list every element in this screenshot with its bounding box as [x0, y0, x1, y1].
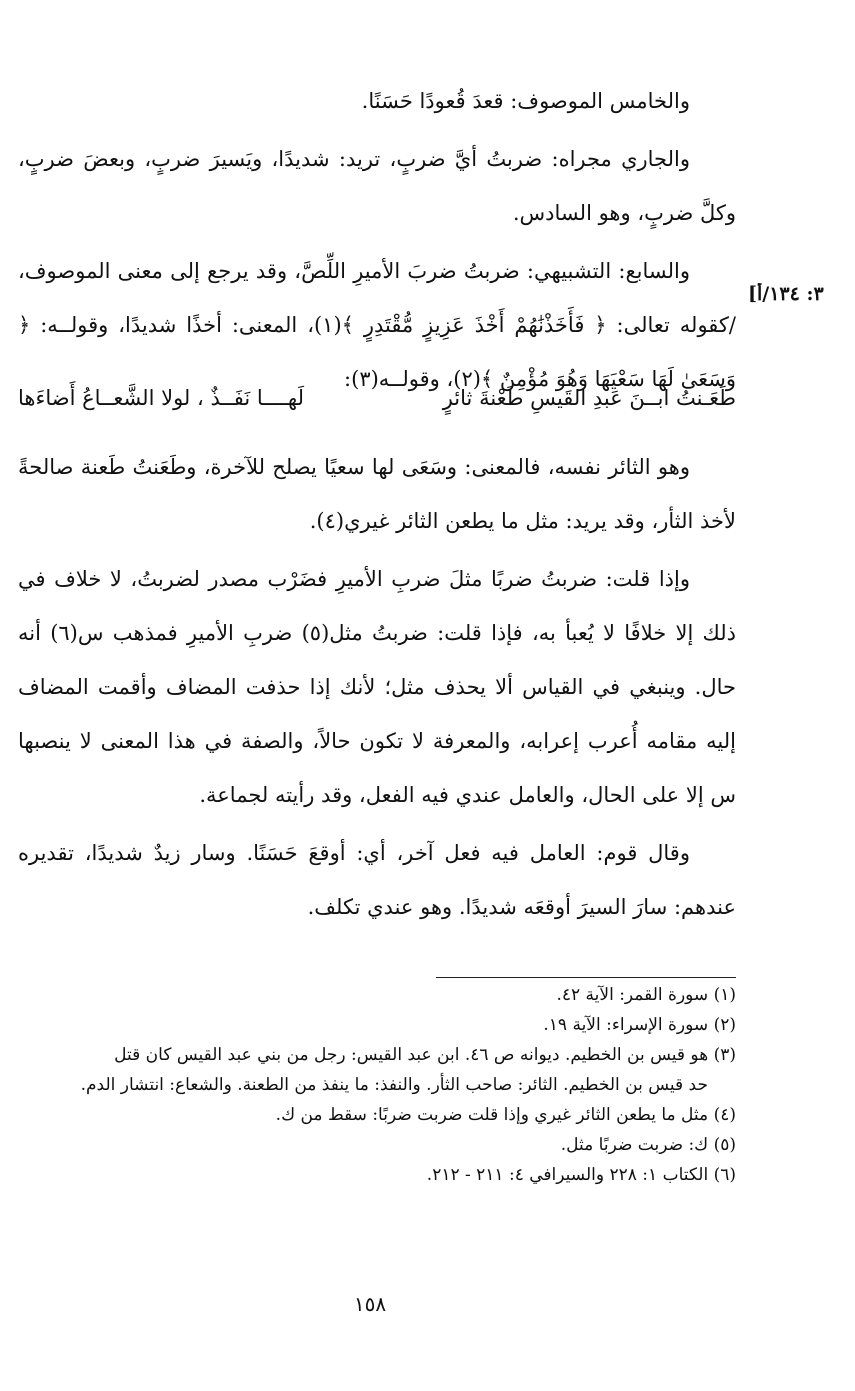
verse-hemistich-2: لَهــــا نَفَــذٌ ، لولا الشَّعــاعُ أَضاءَها [18, 386, 305, 410]
footnote-divider [436, 977, 736, 978]
verse-block [18, 378, 736, 418]
footnote-3-continued: حد قيس بن الخطيم. الثائر: صاحب الثأر. والنفذ: ما ينفذ من الطعنة. والشعاع: انتشار الدم. [80, 1075, 708, 1095]
main-text-top [18, 74, 736, 406]
paragraph-if-you-said: وإذا قلت: ضربتُ ضربًا مثلَ ضربِ الأميرِ فضَرْب مصدر لضربتُ، لا خلاف في ذلك إلا خلافًا لا يُعبأ به، فإذا قلت: ضربتُ مثل(٥) ضربِ الأميرِ فمذهب س(٦) أنه حال. وينبغي في القياس ألا يحذف مثل؛ لأنك إذا حذفت المضاف وأقمت المضاف إليه مقامه أُعرب إعرابه، والمعرفة لا تكون حالاً، والصفة في هذا المعنى لا ينصبها س إلا على الحال، والعامل عندي فيه الفعل، وقد رأيته لجماعة. [18, 567, 736, 807]
paragraph-seventh: والسابع: التشبيهي: ضربتُ ضربَ الأميرِ اللِّصَّ، وقد يرجع إلى معنى الموصوف، /كقوله تعالى: ﴿ فَأَخَذْنَٰهُمْ أَخْذَ عَزِيزٍ مُّقْتَدِرٍ ﴾(١)، المعنى: أخذًا شديدًا، وقولــه: ﴿ وَسَعَىٰ لَهَا سَعْيَهَا وَهُوَ مُؤْمِنٌ ﴾(٢)، وقولــه(٣): [18, 259, 736, 391]
main-text-bottom [18, 440, 736, 934]
paragraph-some-said: وقال قوم: العامل فيه فعل آخر، أي: أوقعَ حَسَنًا. وسار زيدٌ شديدًا، تقديره عندهم: سارَ السيرَ أوقعَه شديدًا. وهو عندي تكلف. [18, 841, 736, 919]
footnotes [18, 980, 736, 1190]
footnote-6: (٦) الكتاب ١: ٢٢٨ والسيرافي ٤: ٢١١ - ٢١٢. [426, 1165, 736, 1185]
footnote-5: (٥) ك: ضربت ضربًا مثل. [560, 1135, 736, 1155]
footnote-2: (٢) سورة الإسراء: الآية ١٩. [543, 1015, 736, 1035]
paragraph-fifth-described: والخامس الموصوف: قعدَ قُعودًا حَسَنًا. [361, 89, 690, 113]
poetry-verse [18, 378, 736, 418]
paragraph-sixth: والجاري مجراه: ضربتُ أيَّ ضربٍ، تريد: شديدًا، ويَسيرَ ضربٍ، وبعضَ ضربٍ، وكلَّ ضربٍ، وهو السادس. [18, 147, 736, 225]
verse-hemistich-1: طَعَـنتُ ابــنَ عَبدِ القَيسِ طَعْنةَ ثائرٍ [442, 386, 736, 410]
page-number: ١٥٨ [353, 1292, 387, 1316]
footnote-4: (٤) مثل ما يطعن الثائر غيري وإذا قلت ضربت ضربًا: سقط من ك. [275, 1105, 736, 1125]
footnote-3: (٣) هو قيس بن الخطيم. ديوانه ص ٤٦. ابن عبد القيس: رجل من بني عبد القيس كان قتل [114, 1045, 736, 1065]
footnote-1: (١) سورة القمر: الآية ٤٢. [556, 985, 736, 1005]
paragraph-meaning: وهو الثائر نفسه، فالمعنى: وسَعَى لها سعيًا يصلح للآخرة، وطَعَنتُ طَعنة صالحةً لأخذ الثأر، وقد يريد: مثل ما يطعن الثائر غيري(٤). [18, 455, 736, 533]
margin-manuscript-reference: ٣: ١٣٤/أ] [748, 283, 824, 305]
